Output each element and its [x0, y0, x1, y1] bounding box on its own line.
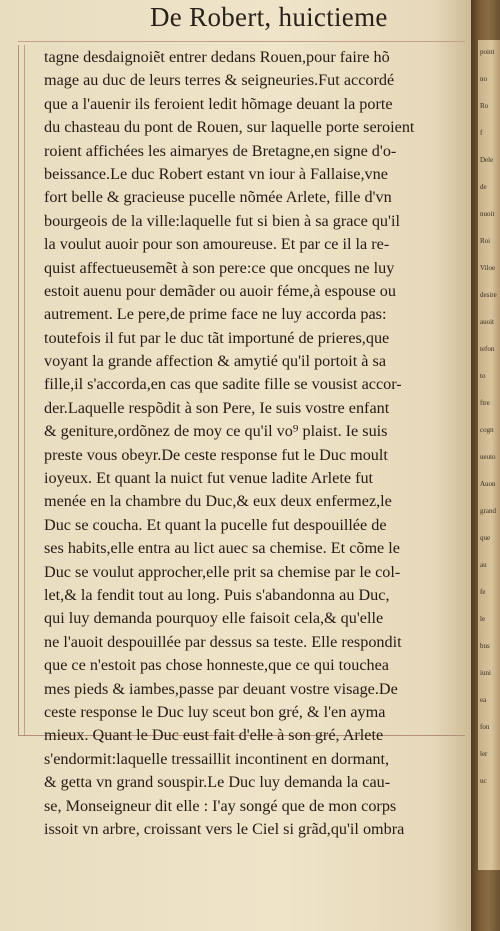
facing-margin-word: ler [480, 750, 488, 758]
left-margin-rule [18, 45, 19, 735]
text-line: bourgeois de la ville:laquelle fut si bien à sa grace qu'il [44, 211, 400, 230]
text-line: se, Monseigneur dit elle : I'ay songé que de mon corps [44, 796, 397, 815]
running-head: De Robert, huictieme [150, 2, 388, 32]
text-line: mes pieds & iambes,passe par deuant vostre visage.De [44, 679, 398, 698]
facing-margin-word: ueuto [480, 453, 496, 461]
facing-margin-word: iuni [480, 669, 491, 677]
facing-margin-word: tefon [480, 345, 495, 353]
facing-margin-word: point [480, 48, 495, 56]
text-line: estoit auenu pour demãder ou auoir féme,à espouse ou [44, 281, 396, 300]
text-line: voyant la grande affection & amytié qu'il portoit à sa [44, 352, 387, 371]
text-line: & geniture,ordõnez de moy ce qu'il vo⁹ plaist. Ie suis [44, 422, 388, 441]
facing-margin-word: f [480, 129, 483, 137]
text-line: tagne desdaignoiẽt entrer dedans Rouen,pour faire hõ [44, 48, 390, 66]
text-line: autrement. Le pere,de prime face ne luy accorda pas: [44, 305, 387, 324]
text-line: Duc se coucha. Et quant la pucelle fut despouillée de [44, 515, 387, 534]
text-line: s'endormit:laquelle tressaillit incontinent en dormant, [44, 749, 390, 768]
text-line: ceste response le Duc luy sceut bon gré, & l'en ayma [44, 702, 386, 721]
facing-margin-word: ftre [480, 399, 490, 407]
facing-margin-word: to [480, 372, 486, 380]
facing-margin-word: uc [480, 777, 487, 785]
text-line: fille,il s'accorda,en cas que sadite fille se vousist accor- [44, 375, 402, 394]
left-margin-rule-inner [24, 45, 25, 735]
facing-margin-word: que [480, 534, 491, 542]
facing-margin-word: grand [480, 507, 496, 515]
facing-margin-word: bus [480, 642, 490, 650]
text-line: Duc se voulut approcher,elle prit sa chemise par le col- [44, 562, 401, 581]
text-line: que ce n'estoit pas chose honneste,que ce qui touchea [44, 656, 389, 675]
facing-margin-word: Ro [480, 102, 489, 110]
text-line: ses habits,elle entra au lict auec sa chemise. Et cõme le [44, 539, 400, 558]
facing-margin-word: Dele [480, 156, 494, 164]
facing-margin-word: Viloe [480, 264, 496, 272]
facing-margin-word: le [480, 615, 486, 623]
facing-margin-word: fon [480, 723, 490, 731]
text-line: beissance.Le duc Robert estant vn iour à Fallaise,vne [44, 164, 388, 183]
text-line: ioyeux. Et quant la nuict fut venue ladite Arlete fut [44, 469, 374, 488]
top-rule [18, 41, 465, 42]
facing-margin-word: Auon [480, 480, 496, 488]
text-line: roient affichées les aimaryes de Bretagne,en signe d'o- [44, 141, 397, 160]
text-line: quist affectueusemẽt à son pere:ce que oncques ne luy [44, 258, 395, 277]
facing-margin-word: Roi [480, 237, 491, 245]
text-line: preste vous obeyr.De ceste response fut le Duc moult [44, 445, 388, 464]
text-line: mieux. Quant le Duc eust fait d'elle à son gré, Arlete [44, 726, 384, 745]
body-text [44, 46, 468, 841]
facing-margin-word: ea [480, 696, 487, 704]
text-line: toutefois il fut par le duc tãt importuné de prieres,que [44, 328, 390, 347]
facing-margin-word: cogn [480, 426, 494, 434]
text-line: der.Laquelle respõdit à son Pere, Ie suis vostre enfant [44, 398, 390, 417]
text-line: let,& la fendit tout au long. Puis s'abandonna au Duc, [44, 585, 390, 604]
text-line: que a l'auenir ils feroient ledit hõmage deuant la porte [44, 94, 393, 113]
text-line: & getta vn grand souspir.Le Duc luy demanda la cau- [44, 773, 391, 792]
text-line: ne l'auoit despouillée par dessus sa teste. Elle respondit [44, 632, 402, 651]
facing-margin-word: nuoit [480, 210, 495, 218]
text-line: fort belle & gracieuse pucelle nõmée Arlete, fille d'vn [44, 188, 392, 207]
text-line: qui luy demanda pourquoy elle faisoit cela,& qu'elle [44, 609, 384, 628]
text-line: issoit vn arbre, croissant vers le Ciel si grãd,qu'il ombra [44, 819, 405, 838]
facing-margin-word: fe [480, 588, 486, 596]
facing-margin-word: auoit [480, 318, 494, 326]
facing-margin-word: au [480, 561, 487, 569]
text-line: la voulut auoir pour son amoureuse. Et par ce il la re- [44, 235, 390, 254]
text-line: du chasteau du pont de Rouen, sur laquelle porte seroient [44, 118, 415, 137]
facing-margin-word: de [480, 183, 487, 191]
text-line: mage au duc de leurs terres & seigneuries.Fut accordé [44, 71, 395, 90]
facing-margin-word: desire [480, 291, 497, 299]
text-line: menée en la chambre du Duc,& eux deux enfermez,le [44, 492, 392, 511]
facing-margin-word: no [480, 75, 487, 83]
